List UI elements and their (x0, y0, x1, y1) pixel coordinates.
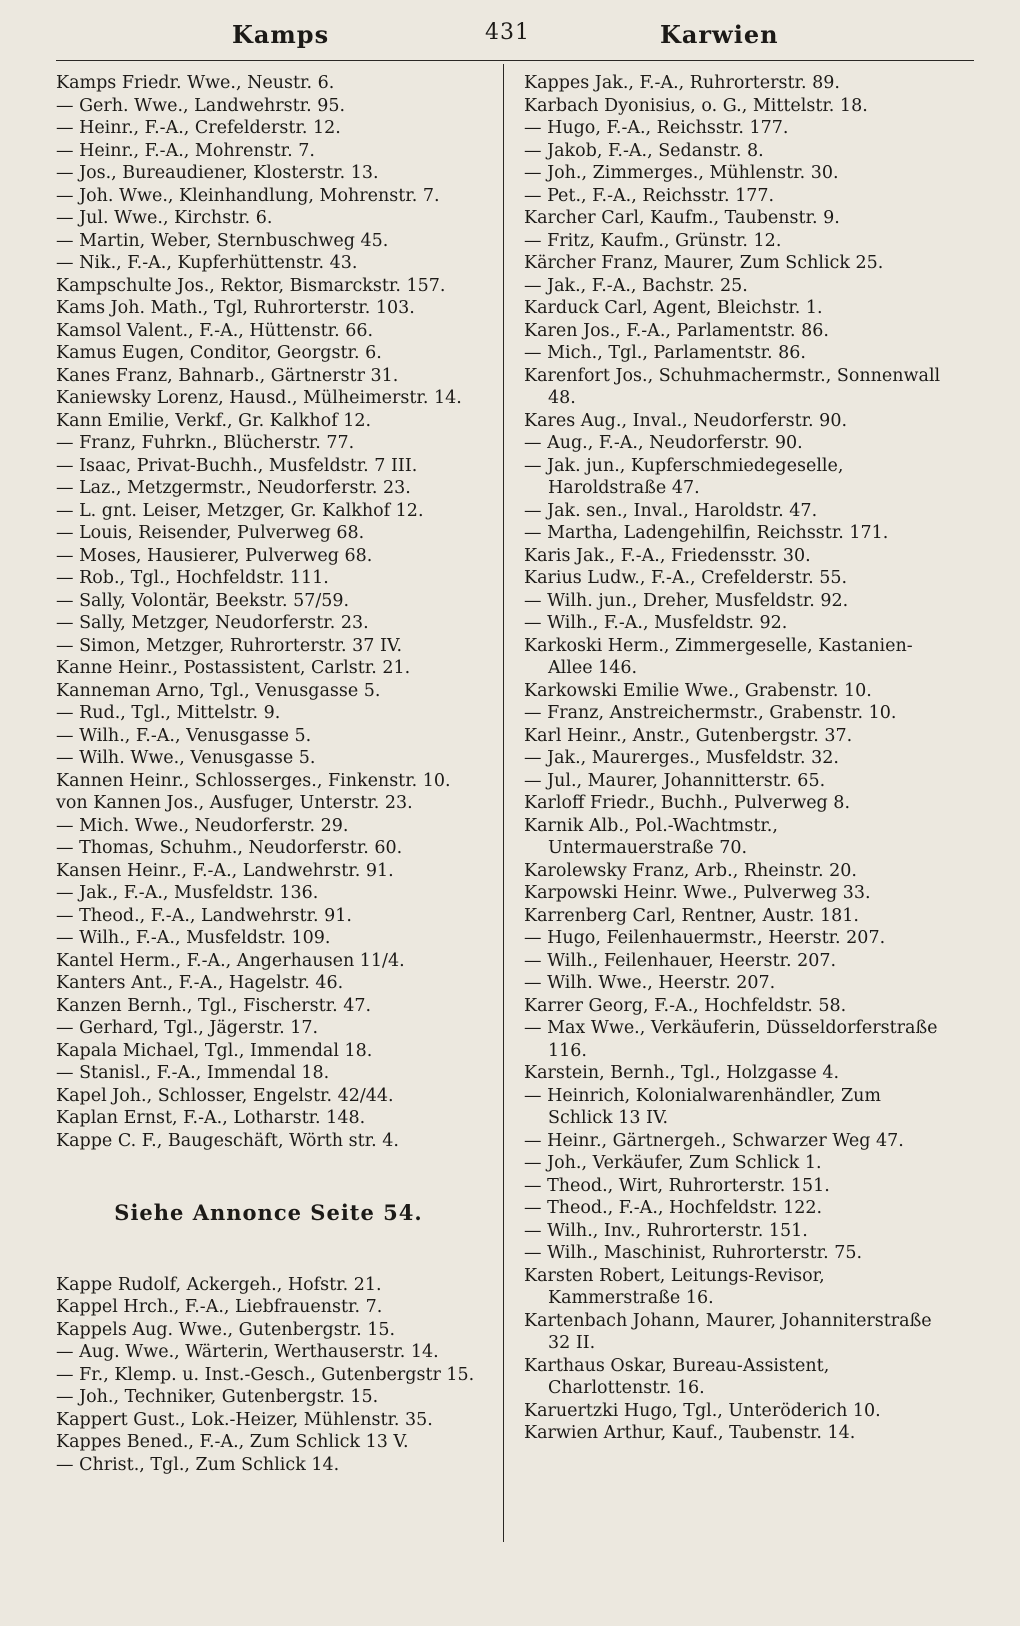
directory-entry: Kapala Michael, Tgl., Immendal 18. (56, 1040, 373, 1061)
left-entries-bottom (56, 1274, 481, 1477)
directory-entry: Kantel Herm., F.-A., Angerhausen 11/4. (56, 950, 405, 971)
directory-entry: — Jak. jun., Kupferschmiedegeselle, Haroldstraße 47. (524, 455, 844, 498)
directory-entry: Karbach Dyonisius, o. G., Mittelstr. 18. (524, 95, 868, 116)
directory-entry: — Jak., Maurerges., Musfeldstr. 32. (524, 748, 839, 768)
directory-entry: — Heinr., Gärtnergeh., Schwarzer Weg 47. (524, 1130, 904, 1151)
directory-entry: — Theod., Wirt, Ruhrorterstr. 151. (524, 1175, 830, 1196)
directory-entry: Kansen Heinr., F.-A., Landwehrstr. 91. (56, 860, 394, 881)
directory-entry: Karuertzki Hugo, Tgl., Unteröderich 10. (524, 1400, 881, 1421)
directory-entry: — Joh., Verkäufer, Zum Schlick 1. (524, 1153, 822, 1173)
directory-entry: — Max Wwe., Verkäuferin, Düsseldorferstraße 116. (524, 1018, 938, 1061)
directory-entry: Karcher Carl, Kaufm., Taubenstr. 9. (524, 208, 840, 228)
directory-entry: Karkowski Emilie Wwe., Grabenstr. 10. (524, 680, 872, 701)
directory-entry: — Rud., Tgl., Mittelstr. 9. (56, 703, 281, 723)
directory-entry: Karrenberg Carl, Rentner, Austr. 181. (524, 905, 859, 926)
directory-entry: — Theod., F.-A., Landwehrstr. 91. (56, 905, 352, 926)
directory-entry: — Wilh., Feilenhauer, Heerstr. 207. (524, 950, 837, 971)
directory-entry: — Aug., F.-A., Neudorferstr. 90. (524, 433, 803, 453)
directory-entry: — Laz., Metzgermstr., Neudorferstr. 23. (56, 478, 411, 498)
directory-entry: — Sally, Volontär, Beekstr. 57/59. (56, 590, 350, 611)
directory-entry: Karwien Arthur, Kauf., Taubenstr. 14. (524, 1423, 856, 1443)
directory-entry: — Wilh., Maschinist, Ruhrorterstr. 75. (524, 1243, 863, 1263)
directory-entry: Kaplan Ernst, F.-A., Lotharstr. 148. (56, 1108, 366, 1128)
directory-entry: Karis Jak., F.-A., Friedensstr. 30. (524, 545, 811, 566)
directory-entry: — Moses, Hausierer, Pulverweg 68. (56, 545, 373, 566)
directory-entry: — Jul. Wwe., Kirchstr. 6. (56, 208, 273, 228)
directory-entry: — Wilh., F.-A., Musfeldstr. 109. (56, 928, 331, 948)
directory-entry: Kanneman Arno, Tgl., Venusgasse 5. (56, 680, 381, 701)
directory-entry: Kapel Joh., Schlosser, Engelstr. 42/44. (56, 1085, 394, 1106)
left-entries-top (56, 72, 481, 1152)
directory-entry: — Wilh., F.-A., Musfeldstr. 92. (524, 613, 788, 633)
directory-entry: Kams Joh. Math., Tgl, Ruhrorterstr. 103. (56, 298, 415, 318)
directory-entry: — Wilh. Wwe., Venusgasse 5. (56, 748, 316, 768)
directory-entry: — Sally, Metzger, Neudorferstr. 23. (56, 613, 369, 633)
directory-entry: — Isaac, Privat-Buchh., Musfeldstr. 7 III. (56, 455, 418, 476)
directory-entry: Kappels Aug. Wwe., Gutenbergstr. 15. (56, 1319, 396, 1340)
directory-entry: Karius Ludw., F.-A., Crefelderstr. 55. (524, 568, 848, 588)
directory-entry: — Franz, Fuhrkn., Blücherstr. 77. (56, 433, 355, 453)
directory-entry: — Aug. Wwe., Wärterin, Werthauserstr. 14. (56, 1342, 439, 1362)
directory-entry: Kaniewsky Lorenz, Hausd., Mülheimerstr. 14. (56, 388, 462, 408)
directory-entry: — Heinr., F.-A., Crefelderstr. 12. (56, 118, 341, 138)
directory-entry: Karsten Robert, Leitungs-Revisor, Kammerstraße 16. (524, 1265, 825, 1308)
directory-entry: Kamps Friedr. Wwe., Neustr. 6. (56, 73, 335, 93)
directory-entry: — Wilh. Wwe., Heerstr. 207. (524, 973, 776, 993)
directory-entry: — Mich., Tgl., Parlamentstr. 86. (524, 343, 806, 363)
header-rule (56, 60, 974, 61)
directory-entry: Kappes Bened., F.-A., Zum Schlick 13 V. (56, 1432, 409, 1452)
directory-entry: Kanzen Bernh., Tgl., Fischerstr. 47. (56, 995, 372, 1016)
directory-entry: Kares Aug., Inval., Neudorferstr. 90. (524, 410, 848, 431)
right-entries (524, 72, 949, 1445)
directory-entry: Kanters Ant., F.-A., Hagelstr. 46. (56, 973, 344, 993)
directory-entry: Karloff Friedr., Buchh., Pulverweg 8. (524, 793, 851, 813)
left-column (56, 72, 481, 1476)
directory-entry: — Jos., Bureaudiener, Klosterstr. 13. (56, 163, 379, 183)
directory-entry: Karenfort Jos., Schuhmachermstr., Sonnenwall 48. (524, 365, 941, 408)
directory-entry: — Nik., F.-A., Kupferhüttenstr. 43. (56, 253, 358, 273)
directory-entry: Karpowski Heinr. Wwe., Pulverweg 33. (524, 883, 871, 903)
directory-entry: — Martin, Weber, Sternbuschweg 45. (56, 230, 389, 251)
directory-entry: von Kannen Jos., Ausfuger, Unterstr. 23. (56, 793, 413, 813)
directory-entry: Karolewsky Franz, Arb., Rheinstr. 20. (524, 860, 857, 881)
directory-entry: Karstein, Bernh., Tgl., Holzgasse 4. (524, 1063, 840, 1083)
header-right-keyword: Karwien (660, 20, 779, 49)
directory-entry: Kartenbach Johann, Maurer, Johanniterstraße 32 II. (524, 1310, 932, 1353)
directory-entry: — Gerhard, Tgl., Jägerstr. 17. (56, 1018, 319, 1038)
directory-entry: — L. gnt. Leiser, Metzger, Gr. Kalkhof 12. (56, 500, 424, 521)
directory-entry: — Theod., F.-A., Hochfeldstr. 122. (524, 1198, 823, 1218)
directory-entry: Kappe C. F., Baugeschäft, Wörth str. 4. (56, 1130, 399, 1151)
column-divider (503, 64, 504, 1542)
directory-entry: Karl Heinr., Anstr., Gutenbergstr. 37. (524, 725, 853, 746)
directory-entry: — Hugo, Feilenhauermstr., Heerstr. 207. (524, 928, 886, 948)
directory-entry: — Joh., Zimmerges., Mühlenstr. 30. (524, 163, 839, 183)
directory-entry: Karen Jos., F.-A., Parlamentstr. 86. (524, 320, 829, 341)
directory-entry: Karrer Georg, F.-A., Hochfeldstr. 58. (524, 995, 847, 1016)
directory-entry: Kampschulte Jos., Rektor, Bismarckstr. 157. (56, 275, 446, 296)
directory-entry: — Jul., Maurer, Johannitterstr. 65. (524, 770, 826, 791)
directory-entry: Kappes Jak., F.-A., Ruhrorterstr. 89. (524, 73, 840, 93)
directory-entry: Kanne Heinr., Postassistent, Carlstr. 21. (56, 658, 411, 678)
directory-entry: — Franz, Anstreichermstr., Grabenstr. 10. (524, 703, 897, 723)
directory-entry: — Heinr., F.-A., Mohrenstr. 7. (56, 140, 315, 161)
directory-entry: Karthaus Oskar, Bureau-Assistent, Charlottenstr. 16. (524, 1355, 830, 1398)
directory-entry: Kärcher Franz, Maurer, Zum Schlick 25. (524, 253, 884, 273)
directory-entry: Kappert Gust., Lok.-Heizer, Mühlenstr. 35. (56, 1409, 433, 1430)
header-left-keyword: Kamps (232, 20, 330, 49)
directory-entry: — Christ., Tgl., Zum Schlick 14. (56, 1454, 340, 1475)
directory-entry: — Fr., Klemp. u. Inst.-Gesch., Gutenbergstr 15. (56, 1364, 475, 1385)
directory-entry: Kamsol Valent., F.-A., Hüttenstr. 66. (56, 320, 374, 341)
directory-entry: Karnik Alb., Pol.-Wachtmstr., Untermauerstraße 70. (524, 815, 778, 858)
directory-entry: — Stanisl., F.-A., Immendal 18. (56, 1063, 330, 1083)
directory-entry: Kappe Rudolf, Ackergeh., Hofstr. 21. (56, 1274, 382, 1295)
directory-entry: — Jakob, F.-A., Sedanstr. 8. (524, 140, 764, 161)
directory-entry: — Hugo, F.-A., Reichsstr. 177. (524, 118, 789, 138)
directory-entry: — Louis, Reisender, Pulverweg 68. (56, 523, 365, 543)
directory-entry: Kanes Franz, Bahnarb., Gärtnerstr 31. (56, 365, 399, 386)
directory-entry: — Jak., F.-A., Musfeldstr. 136. (56, 883, 319, 903)
directory-entry: Kannen Heinr., Schlosserges., Finkenstr. 10. (56, 770, 451, 791)
directory-entry: — Thomas, Schuhm., Neudorferstr. 60. (56, 838, 403, 858)
directory-entry: — Mich. Wwe., Neudorferstr. 29. (56, 815, 349, 836)
directory-entry: Karkoski Herm., Zimmergeselle, Kastanien-Allee 146. (524, 635, 913, 678)
directory-entry: Kamus Eugen, Conditor, Georgstr. 6. (56, 343, 382, 363)
directory-entry: — Jak. sen., Inval., Haroldstr. 47. (524, 500, 818, 521)
directory-entry: — Heinrich, Kolonialwarenhändler, Zum Schlick 13 IV. (524, 1085, 882, 1128)
directory-entry: — Wilh., Inv., Ruhrorterstr. 151. (524, 1220, 808, 1241)
directory-entry: — Simon, Metzger, Ruhrorterstr. 37 IV. (56, 635, 403, 656)
advertisement-note: Siehe Annonce Seite 54. (114, 1200, 423, 1225)
directory-entry: Karduck Carl, Agent, Bleichstr. 1. (524, 298, 823, 318)
directory-entry: — Martha, Ladengehilfin, Reichsstr. 171. (524, 523, 889, 543)
directory-entry: — Joh. Wwe., Kleinhandlung, Mohrenstr. 7. (56, 185, 440, 206)
directory-entry: Kann Emilie, Verkf., Gr. Kalkhof 12. (56, 410, 372, 431)
directory-entry: — Fritz, Kaufm., Grünstr. 12. (524, 230, 782, 251)
right-column (524, 72, 949, 1445)
directory-entry: — Pet., F.-A., Reichsstr. 177. (524, 185, 775, 206)
directory-entry: — Joh., Techniker, Gutenbergstr. 15. (56, 1387, 379, 1407)
directory-entry: — Rob., Tgl., Hochfeldstr. 111. (56, 568, 329, 588)
directory-entry: — Gerh. Wwe., Landwehrstr. 95. (56, 95, 346, 116)
directory-entry: — Wilh., F.-A., Venusgasse 5. (56, 725, 312, 746)
directory-entry: — Wilh. jun., Dreher, Musfeldstr. 92. (524, 590, 849, 611)
directory-entry: — Jak., F.-A., Bachstr. 25. (524, 275, 748, 296)
page-number: 431 (485, 20, 530, 45)
directory-entry: Kappel Hrch., F.-A., Liebfrauenstr. 7. (56, 1297, 383, 1317)
